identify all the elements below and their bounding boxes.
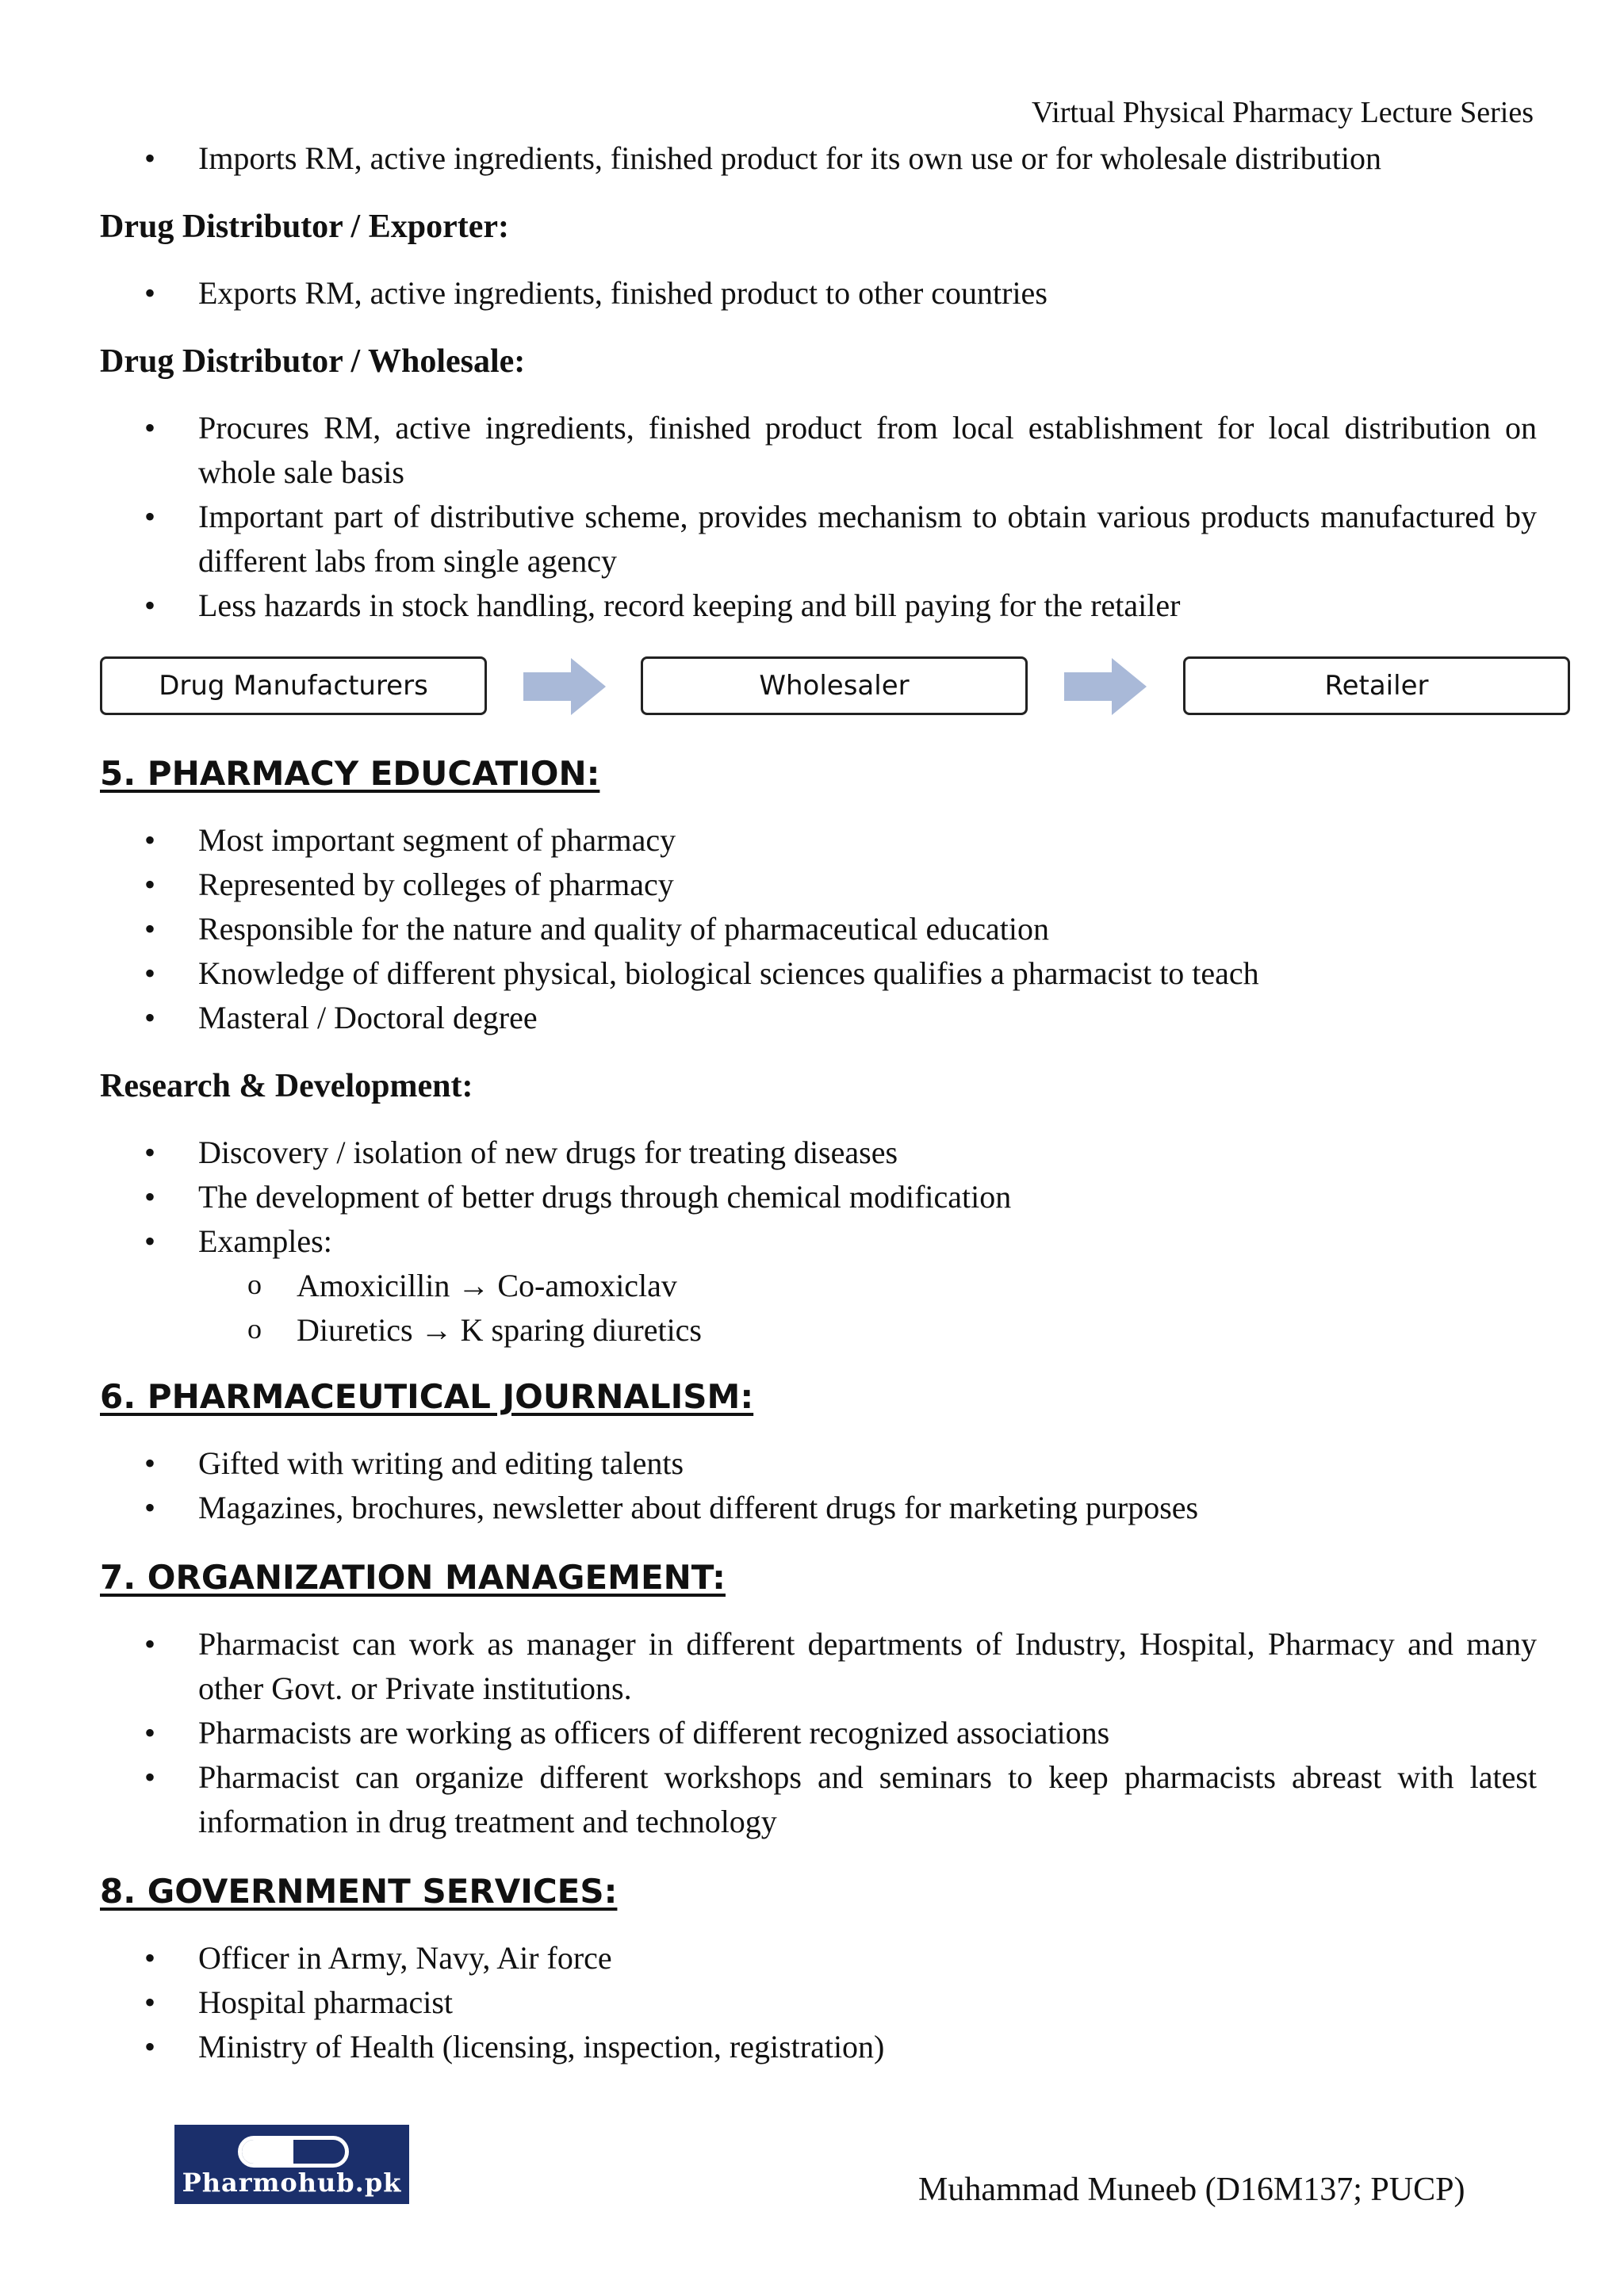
section-heading-government: 8. GOVERNMENT SERVICES: [100, 1872, 618, 1911]
list-item: • Pharmacists are working as officers of different recognized associations [100, 1711, 1537, 1755]
education-list [100, 818, 1537, 1040]
list-item: • Officer in Army, Navy, Air force [100, 1936, 1537, 1980]
list-item: • Ministry of Health (licensing, inspection, registration) [100, 2025, 1537, 2069]
document-body [100, 136, 1537, 2069]
government-list [100, 1936, 1537, 2069]
journalism-list [100, 1441, 1537, 1530]
research-list [100, 1131, 1537, 1264]
flow-step-manufacturers: Drug Manufacturers [100, 656, 487, 715]
list-item: • Masteral / Doctoral degree [100, 996, 1537, 1040]
arrow-shape [1064, 658, 1147, 715]
list-item: • The development of better drugs through chemical modification [100, 1175, 1537, 1219]
wholesale-list [100, 406, 1537, 628]
wholesale-heading: Drug Distributor / Wholesale: [100, 343, 526, 380]
list-item: o Diuretics → K sparing diuretics [100, 1308, 1537, 1353]
list-item: • Gifted with writing and editing talents [100, 1441, 1537, 1486]
list-item: • Responsible for the nature and quality of pharmaceutical education [100, 907, 1537, 951]
list-item: • Pharmacist can organize different workshops and seminars to keep pharmacists abreast with latest information in drug treatment and technology [100, 1755, 1537, 1844]
research-examples-list [100, 1264, 1537, 1353]
section-heading-management: 7. ORGANIZATION MANAGEMENT: [100, 1558, 726, 1597]
list-item: • Procures RM, active ingredients, finished product from local establishment for local distribution on whole sale basis [100, 406, 1537, 495]
list-item: • Most important segment of pharmacy [100, 818, 1537, 863]
capsule-icon [238, 2136, 349, 2168]
list-item: • Magazines, brochures, newsletter about different drugs for marketing purposes [100, 1486, 1537, 1530]
list-item: o Amoxicillin → Co-amoxiclav [100, 1264, 1537, 1308]
list-item: • Important part of distributive scheme, provides mechanism to obtain various products manufactured by different labs from single agency [100, 495, 1537, 584]
flow-arrow-icon [1064, 658, 1147, 715]
exporter-heading: Drug Distributor / Exporter: [100, 209, 509, 245]
intro-list [100, 136, 1537, 181]
list-item: • Less hazards in stock handling, record keeping and bill paying for the retailer [100, 584, 1537, 628]
flow-arrow-icon [523, 658, 606, 715]
logo-text: Pharmohub.pk [182, 2168, 402, 2198]
list-item: • Examples: [100, 1219, 1537, 1264]
list-item: • Exports RM, active ingredients, finished product to other countries [100, 271, 1537, 316]
management-list [100, 1622, 1537, 1844]
section-heading-education: 5. PHARMACY EDUCATION: [100, 754, 600, 793]
list-item: • Knowledge of different physical, biological sciences qualifies a pharmacist to teach [100, 951, 1537, 996]
list-item: • Represented by colleges of pharmacy [100, 863, 1537, 907]
footer-author: Muhammad Muneeb (D16M137; PUCP) [918, 2172, 1465, 2208]
exporter-list [100, 271, 1537, 316]
flow-step-wholesaler: Wholesaler [641, 656, 1028, 715]
flow-step-retailer: Retailer [1183, 656, 1570, 715]
distribution-flow-diagram [100, 656, 1575, 718]
list-item: • Pharmacist can work as manager in different departments of Industry, Hospital, Pharmacy and many other Govt. or Private institutions. [100, 1622, 1537, 1711]
header-series-title: Virtual Physical Pharmacy Lecture Series [1032, 96, 1534, 129]
research-heading: Research & Development: [100, 1068, 473, 1104]
arrow-shape [523, 658, 606, 715]
section-heading-journalism: 6. PHARMACEUTICAL JOURNALISM: [100, 1377, 754, 1416]
list-item: • Discovery / isolation of new drugs for treating diseases [100, 1131, 1537, 1175]
list-item: • Imports RM, active ingredients, finished product for its own use or for wholesale distribution [100, 136, 1537, 181]
pharmohub-logo [174, 2125, 409, 2204]
list-item: • Hospital pharmacist [100, 1980, 1537, 2025]
